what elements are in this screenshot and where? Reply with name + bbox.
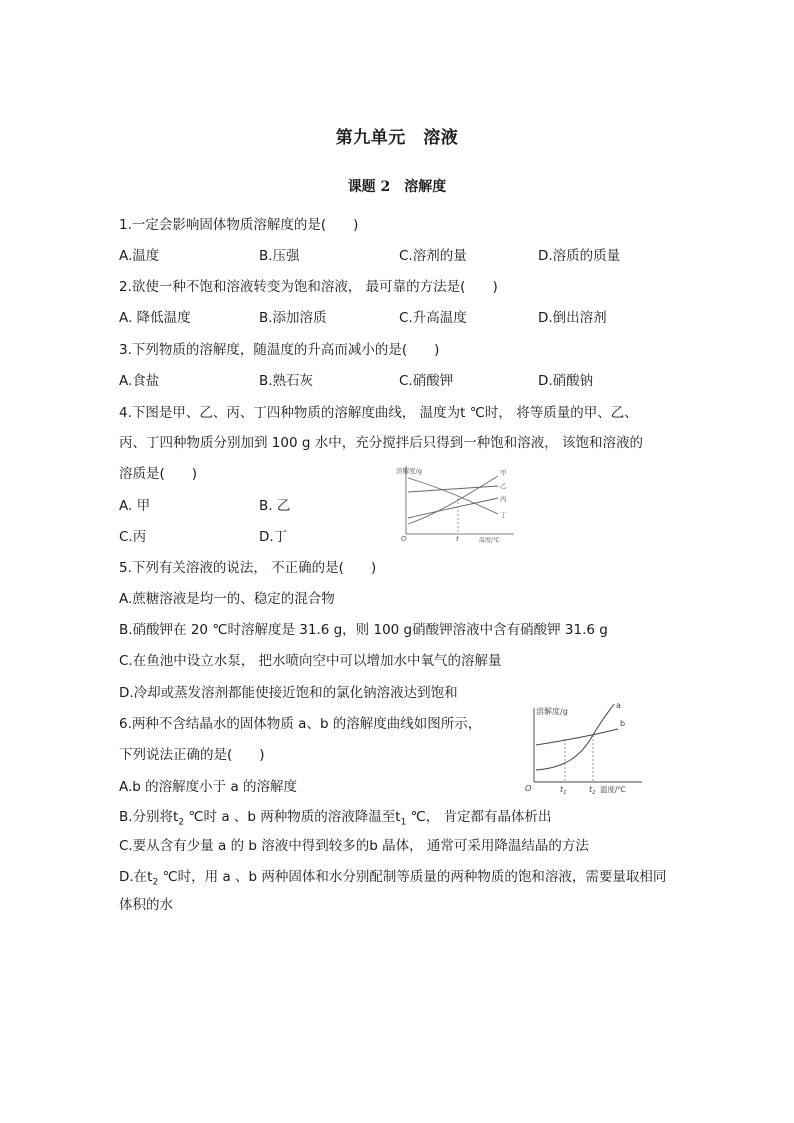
q2-option-d: D.倒出溶剂 xyxy=(538,310,607,326)
q1-option-b: B.压强 xyxy=(259,248,300,264)
q6-option-a: A.b 的溶解度小于 a 的溶解度 xyxy=(119,779,298,795)
q4-origin: O xyxy=(401,535,407,543)
q4-label-jia: 甲 xyxy=(500,469,507,477)
question-4-stem-line-2: 丙、丁四种物质分别加到 100 g 水中，充分搅拌后只得到一种饱和溶液， 该饱和溶液的 xyxy=(119,435,644,451)
q4-ylabel: 溶解度/g xyxy=(396,467,422,475)
q4-label-yi: 乙 xyxy=(500,482,507,490)
q4-xlabel: 温度/℃ xyxy=(479,537,500,544)
q6-option-b-sub-1: 2 xyxy=(178,817,185,828)
question-3-stem: 3.下列物质的溶解度，随温度的升高而减小的是( ) xyxy=(119,342,440,358)
q4-curve-ding xyxy=(408,478,498,514)
q5-option-c: C.在鱼池中设立水泵， 把水喷向空中可以增加水中氧气的溶解量 xyxy=(119,653,502,669)
question-4-stem-line-1: 4.下图是甲、乙、丙、丁四种物质的溶解度曲线， 温度为t ℃时， 将等质量的甲、乙、 xyxy=(119,405,638,421)
q6-option-c: C.要从含有少量 a 的 b 溶液中得到较多的b 晶体， 通常可采用降温结晶的方法 xyxy=(119,838,589,854)
question-2-stem: 2.欲使一种不饱和溶液转变为饱和溶液， 最可靠的方法是( ) xyxy=(119,279,498,295)
q2-option-a: A. 降低温度 xyxy=(119,310,191,326)
q4-label-bing: 丙 xyxy=(500,495,507,503)
q5-option-d: D.冷却或蒸发溶剂都能使接近饱和的氯化钠溶液达到饱和 xyxy=(119,685,458,701)
q6-option-d-line-2: 体积的水 xyxy=(119,897,173,913)
q2-option-b: B.添加溶质 xyxy=(259,310,327,326)
q6-option-d-pre: D.在t xyxy=(119,869,153,885)
lesson-title: 课题 2 溶解度 xyxy=(347,179,447,195)
q3-option-a: A.食盐 xyxy=(119,373,160,389)
q4-solubility-graph xyxy=(392,462,522,546)
q4-curve-jia xyxy=(408,476,498,524)
question-6-stem-line-2: 下列说法正确的是( ) xyxy=(119,747,265,763)
q3-option-d: D.硝酸钠 xyxy=(538,373,594,389)
q6-xlabel: 温度/℃ xyxy=(600,785,626,794)
q4-option-a: A. 甲 xyxy=(119,498,151,514)
q6-tick-t1: $t_1$ xyxy=(560,785,567,796)
q6-option-b-post: ℃， 肯定都有晶体析出 xyxy=(406,809,552,825)
q4-tick-t: t xyxy=(456,535,459,543)
q6-curve-b xyxy=(536,729,618,745)
q6-option-b xyxy=(119,805,552,828)
q6-tick-t2: $t_2$ xyxy=(589,785,596,796)
q5-option-b: B.硝酸钾在 20 ℃时溶解度是 31.6 g，则 100 g硝酸钾溶液中含有硝酸钾 31.6 g xyxy=(119,622,608,638)
q4-option-c: C.丙 xyxy=(119,529,147,545)
unit-title: 第九单元 溶液 xyxy=(335,128,459,148)
q3-option-b: B.熟石灰 xyxy=(259,373,314,389)
question-5-stem: 5.下列有关溶液的说法， 不正确的是( ) xyxy=(119,560,377,576)
q6-option-b-sub-2: 1 xyxy=(400,817,407,828)
q6-option-b-mid: ℃时 a 、b 两种物质的溶液降温至t xyxy=(184,809,401,825)
q1-option-a: A.温度 xyxy=(119,248,160,264)
q5-option-a: A.蔗糖溶液是均一的、稳定的混合物 xyxy=(119,591,335,607)
q6-label-a: a xyxy=(616,701,621,710)
q6-option-d-post: ℃时，用 a 、b 两种固体和水分别配制等质量的两种物质的饱和溶液，需要量取相同 xyxy=(158,869,667,885)
q4-curve-yi xyxy=(408,486,498,492)
q4-option-b: B. 乙 xyxy=(259,498,291,514)
question-1-stem: 1.一定会影响固体物质溶解度的是( ) xyxy=(119,217,359,233)
q2-option-c: C.升高温度 xyxy=(399,310,467,326)
q6-solubility-graph xyxy=(518,700,648,796)
question-4-stem-line-3: 溶质是( ) xyxy=(119,466,198,482)
q1-option-c: C.溶剂的量 xyxy=(399,248,467,264)
q6-label-b: b xyxy=(620,719,626,728)
q6-ylabel: 溶解度/g xyxy=(536,707,568,716)
q6-option-d xyxy=(119,865,666,888)
q3-option-c: C.硝酸钾 xyxy=(399,373,454,389)
q1-option-d: D.溶质的质量 xyxy=(538,248,621,264)
q4-option-d: D.丁 xyxy=(259,529,288,545)
q6-option-d-sub: 2 xyxy=(152,877,159,888)
q4-label-ding: 丁 xyxy=(500,511,507,519)
q6-origin: O xyxy=(525,784,532,793)
q6-option-b-pre: B.分别将t xyxy=(119,809,179,825)
question-6-stem-line-1: 6.两种不含结晶水的固体物质 a、b 的溶解度曲线如图所示， xyxy=(119,716,482,732)
